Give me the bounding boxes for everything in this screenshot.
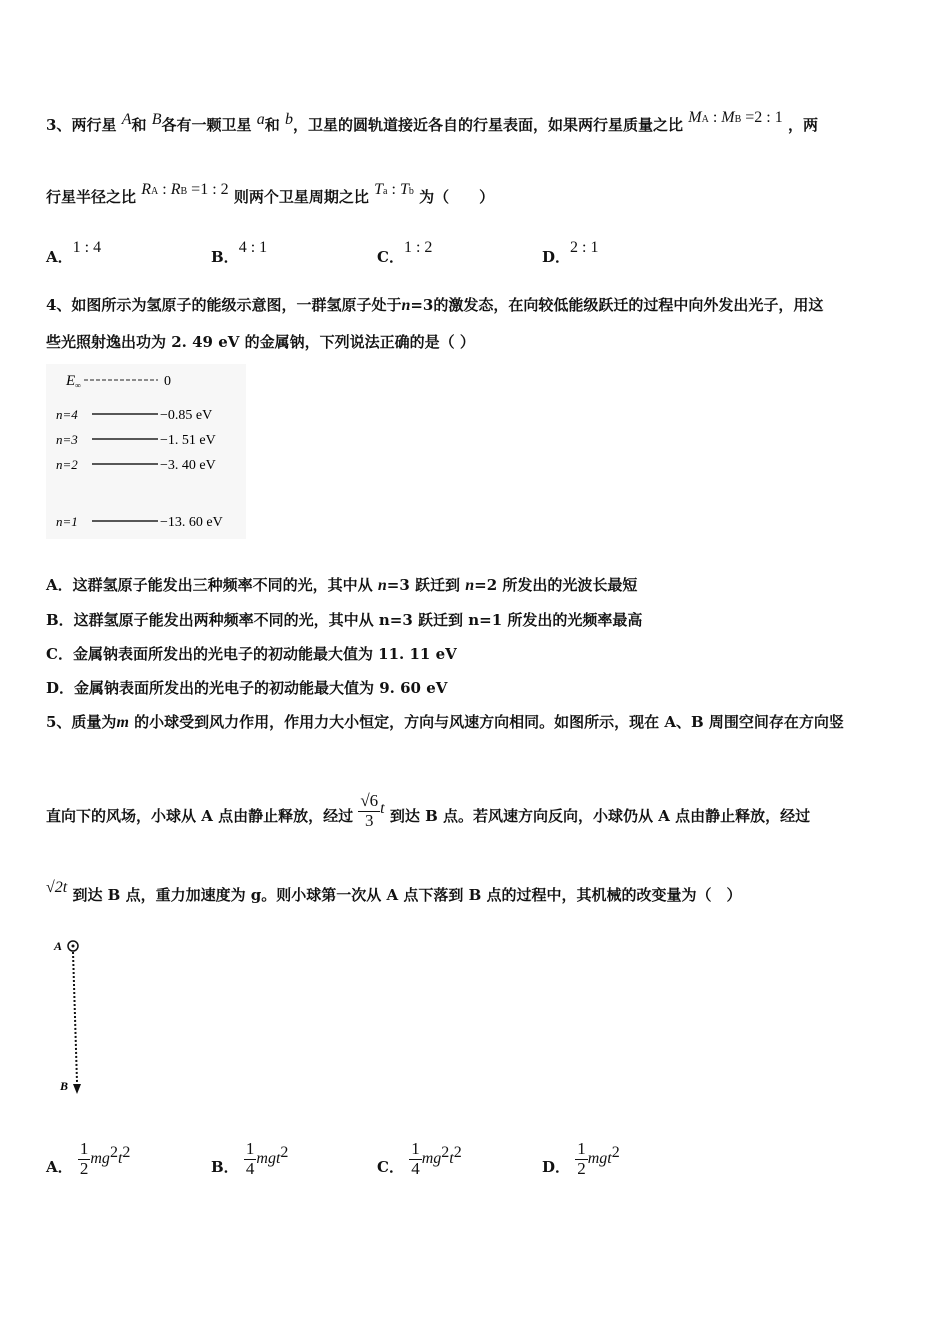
diagram-background (46, 364, 246, 539)
period-ratio: Ta : Tb (374, 181, 414, 198)
q3-line2: 行星半径之比 RA : RB =1 : 2 则两个卫星周期之比 Ta : Tb 为（ ） (46, 181, 495, 206)
q5-option-a[interactable]: A． $\frac{1}{2}$ $mg^2t^2$ (46, 1139, 131, 1178)
level-4-label: n=4 (56, 407, 78, 422)
level-1-value: −13. 60 eV (160, 515, 223, 530)
ball-center (72, 945, 75, 948)
point-a-label: A (54, 939, 63, 953)
level-2-label: n=2 (56, 457, 78, 472)
q4-option-d[interactable]: D．金属钠表面所发出的光电子的初动能最大值为 9. 60 eV (46, 679, 448, 697)
q5-option-d[interactable]: D． $\frac{1}{2}$ mgt$^2$ (542, 1139, 620, 1178)
q3-option-c[interactable]: C．1 : 2 (377, 239, 433, 266)
down-arrow-icon (73, 1084, 81, 1094)
q3-option-b[interactable]: B．4 : 1 (211, 239, 268, 266)
level-2-value: −3. 40 eV (160, 458, 216, 473)
level-3-label: n=3 (56, 432, 78, 447)
q3-number: 3、 (46, 116, 72, 134)
q5-line3: √2t 到达 B 点，重力加速度为 g。则小球第一次从 A 点下落到 B 点的过程中，其机械的改变量为（ ） (46, 879, 742, 904)
q3-option-d[interactable]: D．2 : 1 (542, 239, 599, 266)
q4-option-c[interactable]: C．金属钠表面所发出的光电子的初动能最大值为 11. 11 eV (46, 645, 457, 663)
q5-option-b[interactable]: B． $\frac{1}{4}$ mgt$^2$ (211, 1139, 289, 1178)
level-1-label: n=1 (56, 514, 78, 529)
mass-ratio: MA : MB =2 : 1 (688, 109, 783, 126)
level-4-value: −0.85 eV (160, 408, 213, 423)
time-fraction: $\frac{√6}{3}$ (360, 791, 379, 830)
q3-line1: 3、两行星 A和 B各有一颗卫星 a和 b，卫星的圆轨道接近各自的行星表面，如果两行星质量之比 MA : MB =2 : 1 ，两 (46, 109, 818, 134)
q4-line1: 4、如图所示为氢原子的能级示意图，一群氢原子处于n=3的激发态，在向较低能级跃迁的过程中向外发出光子，用这 (46, 296, 824, 314)
q3-option-a[interactable]: A．1 : 4 (46, 239, 102, 266)
q4-line2: 些光照射逸出功为 2. 49 eV 的金属钠，下列说法正确的是（ ） (46, 333, 475, 351)
q4-option-a[interactable]: A．这群氢原子能发出三种频率不同的光，其中从 n=3 跃迁到 n=2 所发出的光波长最短 (46, 576, 638, 594)
q5-line1: 5、质量为m 的小球受到风力作用，作用力大小恒定，方向与风速方向相同。如图所示，现在 A、B 周围空间存在方向竖 (46, 713, 844, 731)
fall-path (73, 952, 77, 1082)
fall-diagram (50, 934, 100, 1099)
point-b-label: B (60, 1079, 69, 1093)
e-infinity-label: $E_\infty$ (66, 373, 81, 390)
radius-ratio: RA : RB =1 : 2 (141, 181, 229, 198)
q4-option-b[interactable]: B．这群氢原子能发出两种频率不同的光，其中从 n=3 跃迁到 n=1 所发出的光频率最高 (46, 611, 643, 629)
level-3-value: −1. 51 eV (160, 433, 216, 448)
level-infinity-value: 0 (164, 374, 171, 389)
q5-option-c[interactable]: C． $\frac{1}{4}$ $mg^2t^2$ (377, 1139, 462, 1178)
energy-level-diagram (46, 364, 246, 539)
q5-line2: 直向下的风场，小球从 A 点由静止释放，经过 $\frac{√6}{3}$ t 到达 B 点。若风速方向反向，小球仍从 A 点由静止释放，经过 (46, 791, 811, 830)
